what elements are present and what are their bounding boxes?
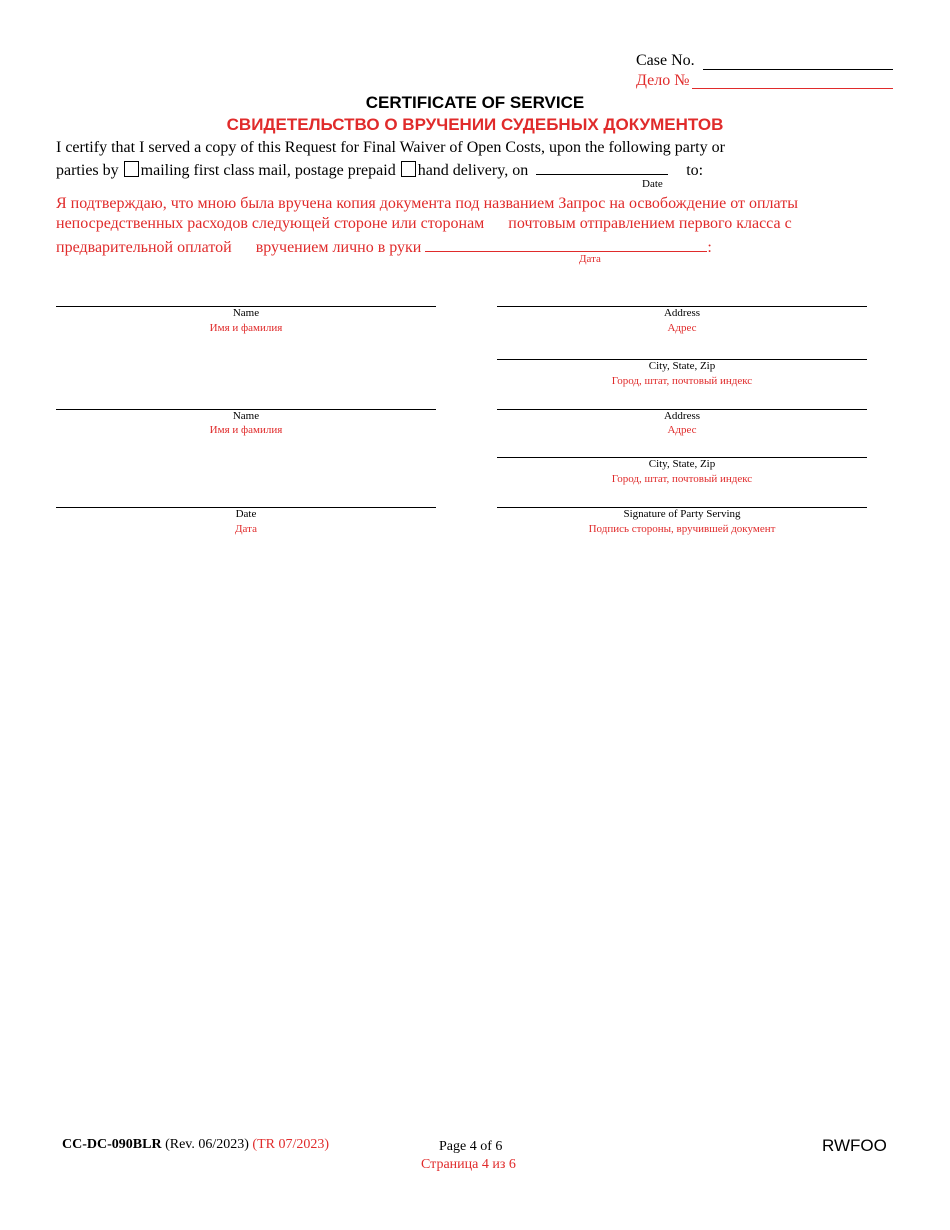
hand-delivery-option-label: hand delivery, on [417,162,529,179]
page-number: Page 4 of 6 [439,1139,503,1154]
service-date-label: Date [642,178,663,190]
page-title-ru: СВИДЕТЕЛЬСТВО О ВРУЧЕНИИ СУДЕБНЫХ ДОКУМЕНТОВ [226,115,724,134]
party-1-city-label: City, State, Zip [648,360,716,372]
party-2-city-label: City, State, Zip [648,458,716,470]
service-date-field[interactable] [536,159,668,175]
certification-line-3-ru [56,236,712,257]
party-2-address-label-ru: Адрес [667,424,697,436]
form-identifier [62,1137,329,1153]
form-revision: (Rev. 06/2023) [165,1137,249,1152]
certification-line-1: I certify that I served a copy of this Request for Final Waiver of Open Costs, upon the following party or [56,139,725,156]
certification-line-2-ru [56,215,792,233]
certification-line-2 [56,159,703,180]
service-date-field-ru [425,236,707,252]
party-1-name-label: Name [232,307,260,319]
page-number-ru: Страница 4 из 6 [421,1157,516,1172]
certification-line-3a-ru: предварительной оплатой [56,239,232,256]
signing-date-label-ru: Дата [235,523,257,535]
service-date-label-ru: Дата [579,253,601,265]
page-title: CERTIFICATE OF SERVICE [365,93,585,112]
mail-checkbox[interactable] [124,161,139,177]
mail-option-label: mailing first class mail, postage prepaid [140,162,396,179]
form-code: RWFOO [822,1136,887,1155]
certification-line-3b-ru: вручением лично в руки [255,239,422,256]
party-1-address-label: Address [663,307,701,319]
form-translation-revision: (TR 07/2023) [252,1137,330,1152]
certification-line-2b-ru: почтовым отправлением первого класса с [508,215,792,232]
form-id: CC-DC-090BLR [62,1137,162,1152]
signing-date-label: Date [235,508,257,520]
party-2-address-label: Address [663,410,701,422]
hand-delivery-checkbox[interactable] [401,161,416,177]
colon-ru: : [707,239,712,256]
party-1-name-label-ru: Имя и фамилия [209,322,283,334]
case-number-field[interactable] [703,52,893,70]
certification-line-2a-ru: непосредственных расходов следующей стороне или сторонам [56,215,485,232]
party-2-name-label: Name [232,410,260,422]
case-number-label: Case No. [636,52,695,69]
party-1-city-label-ru: Город, штат, почтовый индекс [611,375,753,387]
to-text: to: [686,162,704,179]
party-1-address-label-ru: Адрес [667,322,697,334]
party-2-name-label-ru: Имя и фамилия [209,424,283,436]
signature-label: Signature of Party Serving [623,508,741,520]
certification-line-1-ru: Я подтверждаю, что мною была вручена копия документа под названием Запрос на освобождение от оплаты [56,195,798,212]
case-number-label-ru: Дело № [636,72,690,89]
signature-label-ru: Подпись стороны, вручившей документ [588,523,776,535]
case-number-field-ru [692,72,893,89]
party-2-city-label-ru: Город, штат, почтовый индекс [611,473,753,485]
parties-by-text: parties by [56,162,119,179]
